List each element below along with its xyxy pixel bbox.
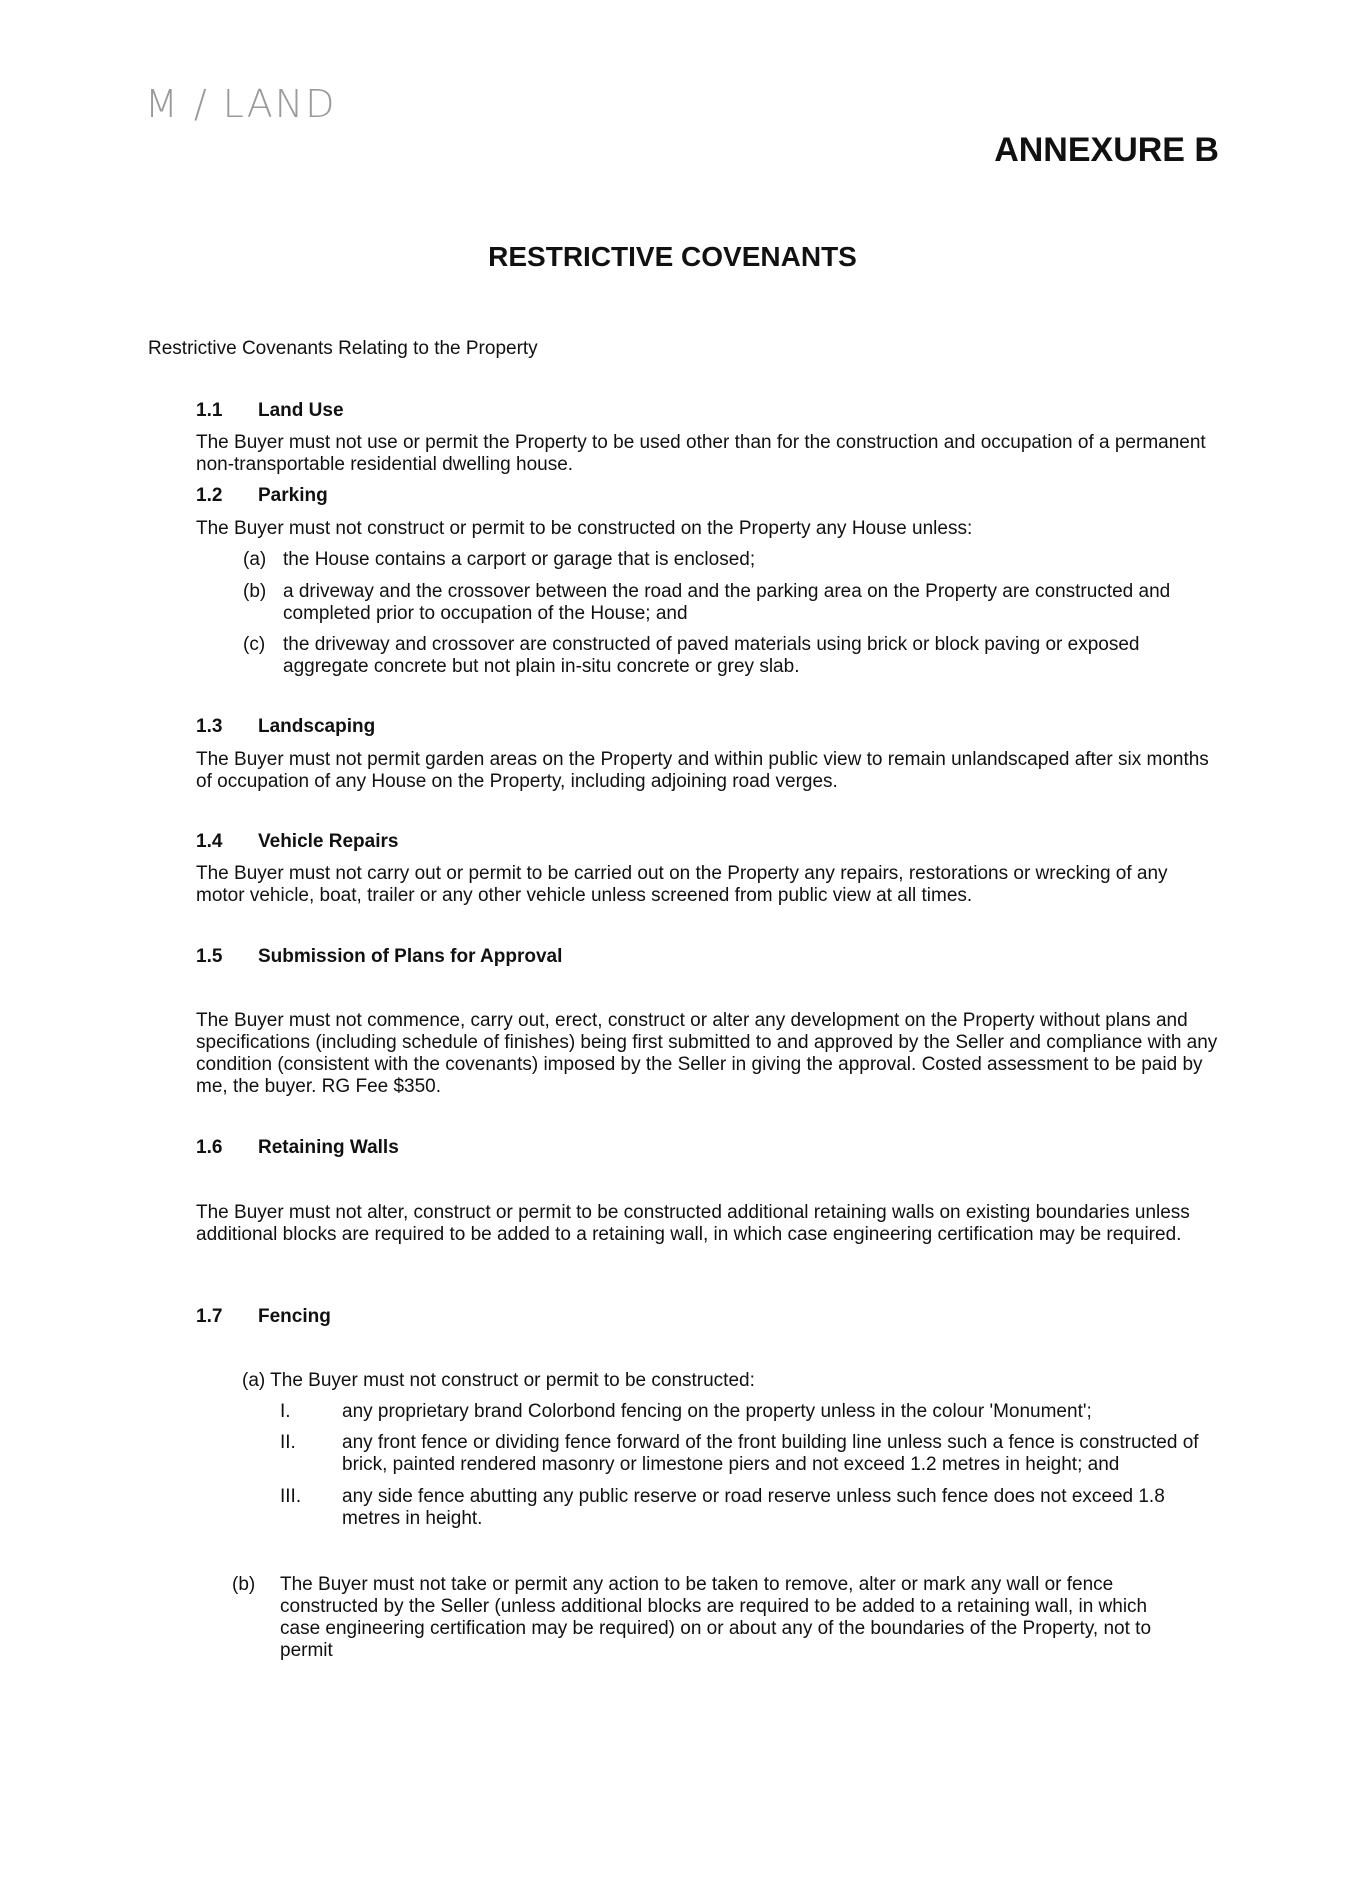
section-number: 1.3 [196, 716, 223, 737]
list-item-text: the driveway and crossover are constructed of paved materials using brick or block paving or exposed aggregate concrete but not plain in-situ concrete or grey slab. [283, 634, 1140, 677]
section-number: 1.1 [196, 400, 223, 421]
fencing-clause-a: (a) The Buyer must not construct or permit to be constructed: [242, 1370, 755, 1391]
list-item-text: The Buyer must not take or permit any action to be taken to remove, alter or mark any wall or fence constructed by the Seller (unless additional blocks are required to be added to a retaining wall, in which case engineering certification may be required) on or about any of the boundaries of the Property, not to permit [280, 1574, 1152, 1661]
company-logo: M / LAND [145, 82, 337, 126]
section-number: 1.7 [196, 1306, 223, 1327]
section-text-landscaping: The Buyer must not permit garden areas on the Property and within public view to remain unlandscaped after six months of occupation of any House on the Property, including adjoining road verges. [196, 749, 1209, 792]
list-item [243, 634, 1173, 680]
intro-text: Restrictive Covenants Relating to the Property [148, 338, 538, 359]
section-title: Submission of Plans for Approval [258, 946, 563, 967]
section-heading-retaining-walls [196, 1137, 399, 1159]
list-item [280, 1486, 1200, 1532]
section-number: 1.2 [196, 485, 223, 506]
section-heading-vehicle-repairs [196, 831, 398, 853]
section-text-retaining-walls: The Buyer must not alter, construct or permit to be constructed additional retaining walls on existing boundaries unless additional blocks are required to be added to a retaining wall, in which case engineering certification may be required. [196, 1202, 1190, 1245]
section-number: 1.5 [196, 946, 223, 967]
section-text-vehicle-repairs: The Buyer must not carry out or permit to be carried out on the Property any repairs, restorations or wrecking of any motor vehicle, boat, trailer or any other vehicle unless screened from public view at all times. [196, 863, 1168, 906]
section-heading-parking [196, 485, 328, 507]
section-title: Parking [258, 485, 328, 506]
section-title: Vehicle Repairs [258, 831, 399, 852]
section-heading-plans-approval [196, 946, 562, 968]
section-text-plans-approval: The Buyer must not commence, carry out, erect, construct or alter any development on the Property without plans and specifications (including schedule of finishes) being first submitted to and approved by the Seller and compliance with any condition (consistent with the covenants) imposed by the Seller in giving the approval. Costed assessment to be paid by me, the buyer. RG Fee $350. [196, 1010, 1218, 1097]
section-title: Fencing [258, 1306, 331, 1327]
list-item-text: the House contains a carport or garage that is enclosed; [283, 549, 756, 570]
section-heading-landscaping [196, 716, 375, 738]
section-title: Landscaping [258, 716, 376, 737]
list-item-label: I. [280, 1401, 291, 1422]
list-item-label: (b) [232, 1574, 256, 1595]
list-item-text: a driveway and the crossover between the road and the parking area on the Property are constructed and completed prior to occupation of the House; and [283, 581, 1171, 624]
list-item-label: (c) [243, 634, 266, 655]
fencing-clause-b [232, 1574, 1192, 1661]
list-item-label: (a) [243, 549, 267, 570]
section-text-land-use: The Buyer must not use or permit the Property to be used other than for the construction and occupation of a permanent non-transportable residential dwelling house. [196, 432, 1206, 475]
list-item [243, 549, 1173, 573]
section-heading-fencing [196, 1306, 331, 1328]
list-item-text: any proprietary brand Colorbond fencing on the property unless in the colour 'Monument'; [342, 1401, 1092, 1422]
list-item-label: III. [280, 1486, 302, 1507]
list-item-label: II. [280, 1432, 296, 1453]
list-item [243, 581, 1173, 627]
section-number: 1.4 [196, 831, 223, 852]
section-title: Land Use [258, 400, 344, 421]
document-title: RESTRICTIVE COVENANTS [488, 241, 857, 272]
annexure-label: ANNEXURE B [994, 131, 1219, 169]
section-title: Retaining Walls [258, 1137, 399, 1158]
list-item [280, 1401, 1200, 1425]
list-item-text: any side fence abutting any public reserve or road reserve unless such fence does not exceed 1.8 metres in height. [342, 1486, 1165, 1529]
list-item-label: (b) [243, 581, 267, 602]
list-item-text: any front fence or dividing fence forward of the front building line unless such a fence is constructed of brick, painted rendered masonry or limestone piers and not exceed 1.2 metres in height; and [342, 1432, 1199, 1475]
section-text-parking: The Buyer must not construct or permit to be constructed on the Property any House unless: [196, 518, 973, 539]
section-heading-land-use [196, 400, 344, 422]
section-number: 1.6 [196, 1137, 223, 1158]
list-item [280, 1432, 1200, 1478]
